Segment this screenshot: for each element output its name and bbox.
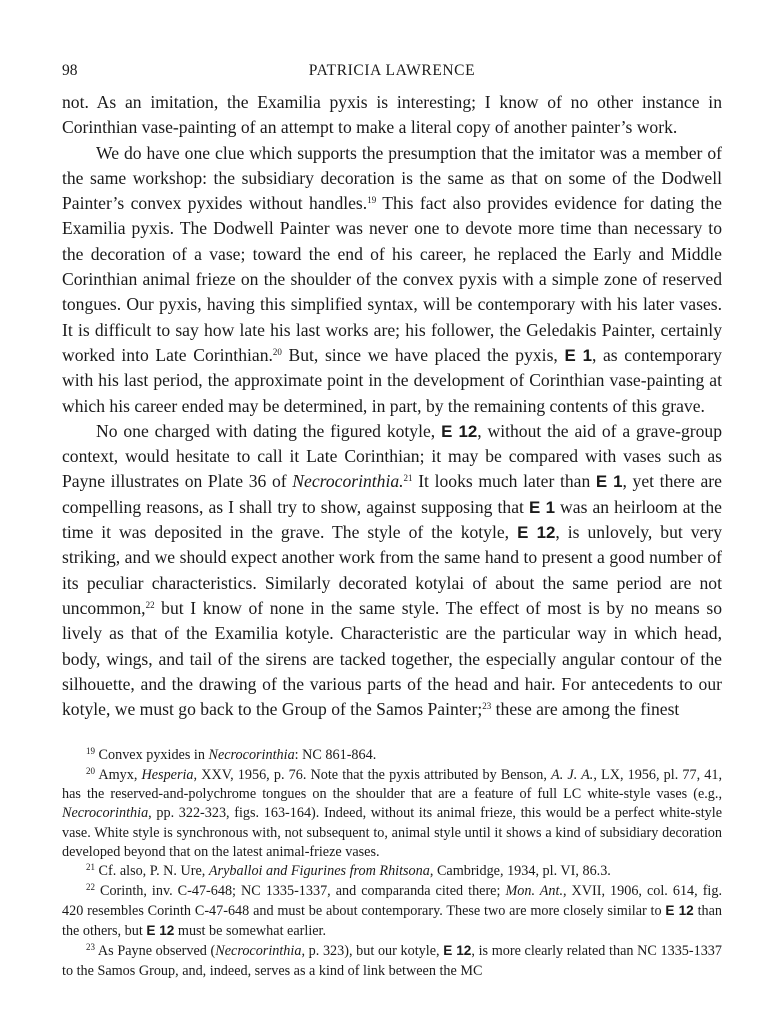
text-run: , LX, 1956, pl. 77, 41, has the reserved-and-polychrome tongues on the shoulder that are a feature of full LC white-style vases (e.g.,	[62, 766, 722, 803]
catalog-ref: E 12	[441, 421, 478, 441]
text-run: , Cambridge, 1934, pl. VI, 86.3.	[429, 863, 611, 880]
footnote-ref-19: 19	[367, 195, 377, 206]
book-title: Aryballoi and Figurines from Rhitsona	[208, 863, 430, 880]
footnote-number: 23	[86, 942, 95, 953]
catalog-ref: E 12	[665, 902, 694, 918]
footnote-ref-23: 23	[482, 701, 492, 712]
text-run: No one charged with dating the figured kotyle,	[96, 420, 442, 441]
book-title: Necrocorinthia	[208, 747, 295, 764]
footnote-number: 19	[86, 746, 95, 757]
catalog-ref: E 12	[146, 923, 175, 939]
journal-title: Mon. Ant.	[505, 882, 563, 899]
footnote-ref-22: 22	[145, 599, 155, 610]
page-header	[62, 56, 722, 90]
text-run: Corinth, inv. C-47-648; NC 1335-1337, and comparanda cited there;	[95, 882, 506, 899]
text-run: , is more clearly related than NC 1335-1337 to the Samos Group, and, indeed, serves as a kind of link between the MC	[62, 943, 722, 979]
text-run: must be somewhat earlier.	[174, 923, 327, 940]
footnotes	[62, 746, 722, 981]
journal-title: A. J. A.	[551, 766, 594, 783]
text-run: , XXV, 1956, p. 76. Note that the pyxis attributed by Benson,	[193, 766, 552, 783]
text-run: but I know of none in the same style. The effect of most is by no means so lively as that of the Examilia kotyle. Characteristic are the particular way in which head, body, wings, and tail of the sirens are tacked together, the especially angular contour of the silhouette, and the drawing of the various parts of the head and hair. For antecedents to our kotyle, we must go back to the Group of the Samos Painter;	[62, 597, 722, 720]
text-run: It looks much later than	[412, 471, 596, 492]
text-run: , XVII, 1906, col. 614, fig. 420 resembles Corinth C-47-648 and must be about contemporary. These two are more closely similar to	[62, 882, 722, 919]
text-run: than the others, but	[62, 902, 722, 940]
main-text	[62, 90, 722, 722]
footnote-22	[62, 882, 722, 942]
text-run: Convex pyxides in	[95, 747, 209, 764]
text-run: was an heirloom at the time it was deposited in the grave. The style of the kotyle,	[62, 496, 722, 543]
catalog-ref: E 1	[528, 497, 555, 517]
footnote-number: 21	[86, 862, 95, 873]
footnote-23	[62, 941, 722, 981]
catalog-ref: E 1	[564, 345, 592, 365]
running-head: PATRICIA LAWRENCE	[308, 62, 476, 79]
book-title: Necrocorinthia	[215, 943, 302, 960]
text-run: these are among the finest	[491, 699, 680, 720]
text-run: , without the aid of a grave-group context, would hesitate to call it Late Corinthian; it may be compared with vases such as Payne illustrates on Plate 36 of	[62, 420, 722, 492]
page-number: 98	[62, 62, 78, 79]
footnote-ref-20: 20	[272, 346, 282, 357]
footnote-19	[62, 746, 722, 765]
paragraph-1: not. As an imitation, the Examilia pyxis is interesting; I know of no other instance in Corinthian vase-painting of an attempt to make a literal copy of another painter’s work.	[62, 92, 722, 138]
footnote-ref-21: 21	[403, 473, 413, 484]
footnote-21	[62, 862, 722, 881]
text-run: , as contemporary with his last period, the approximate point in the development of Corinthian vase-painting at which his career ended may be determined, in part, by the remaining contents of this grave.	[62, 344, 722, 416]
text-run: , pp. 322-323, figs. 163-164). Indeed, without its animal frieze, this would be a perfect white-style vase. White style is synchronous with, not subsequent to, animal style until it shows a kind of subsidiary decoration developed beyond that on the latest animal-frieze vases.	[62, 805, 722, 860]
page	[62, 56, 722, 981]
paragraph-2	[62, 141, 722, 419]
text-run: : NC 861-864.	[294, 747, 377, 764]
text-run: But, since we have placed the pyxis,	[281, 344, 565, 365]
text-run: , p. 323), but our kotyle,	[301, 943, 444, 960]
text-run: Cf. also, P. N. Ure,	[95, 863, 209, 880]
book-title: Necrocorinthia.	[292, 471, 404, 492]
catalog-ref: E 12	[517, 523, 556, 543]
footnote-20	[62, 766, 722, 862]
text-run: , is unlovely, but very striking, and we should expect another work from the same hand to present a good number of its peculiar characteristics. Similarly decorated kotylai of about the same period are not uncommon,	[62, 522, 723, 618]
text-run: We do have one clue which supports the presumption that the imitator was a member of the same workshop: the subsidiary decoration is the same as that on some of the Dodwell Painter’s convex pyxides without handles.	[62, 142, 722, 214]
footnote-number: 22	[86, 881, 95, 892]
text-run: This fact also provides evidence for dating the Examilia pyxis. The Dodwell Painter was never one to devote more time than necessary to the decoration of a vase; toward the end of his career, he replaced the Early and Middle Corinthian animal frieze on the shoulder of the convex pyxis with a simple zone of reserved tongues. Our pyxis, having this simplified syntax, will be contemporary with his later vases. It is difficult to say how late his last works are; his follower, the Geledakis Painter, certainly worked into Late Corinthian.	[62, 193, 722, 365]
text-run: Amyx,	[95, 766, 142, 783]
footnote-number: 20	[86, 765, 95, 776]
catalog-ref: E 1	[595, 472, 623, 492]
catalog-ref: E 12	[443, 943, 472, 959]
journal-title: Hesperia	[141, 766, 194, 783]
text-run: , yet there are compelling reasons, as I shall try to show, against supposing that	[62, 471, 722, 517]
book-title: Necrocorinthia	[62, 805, 149, 822]
paragraph-3	[62, 419, 722, 723]
text-run: As Payne observed (	[95, 943, 216, 960]
